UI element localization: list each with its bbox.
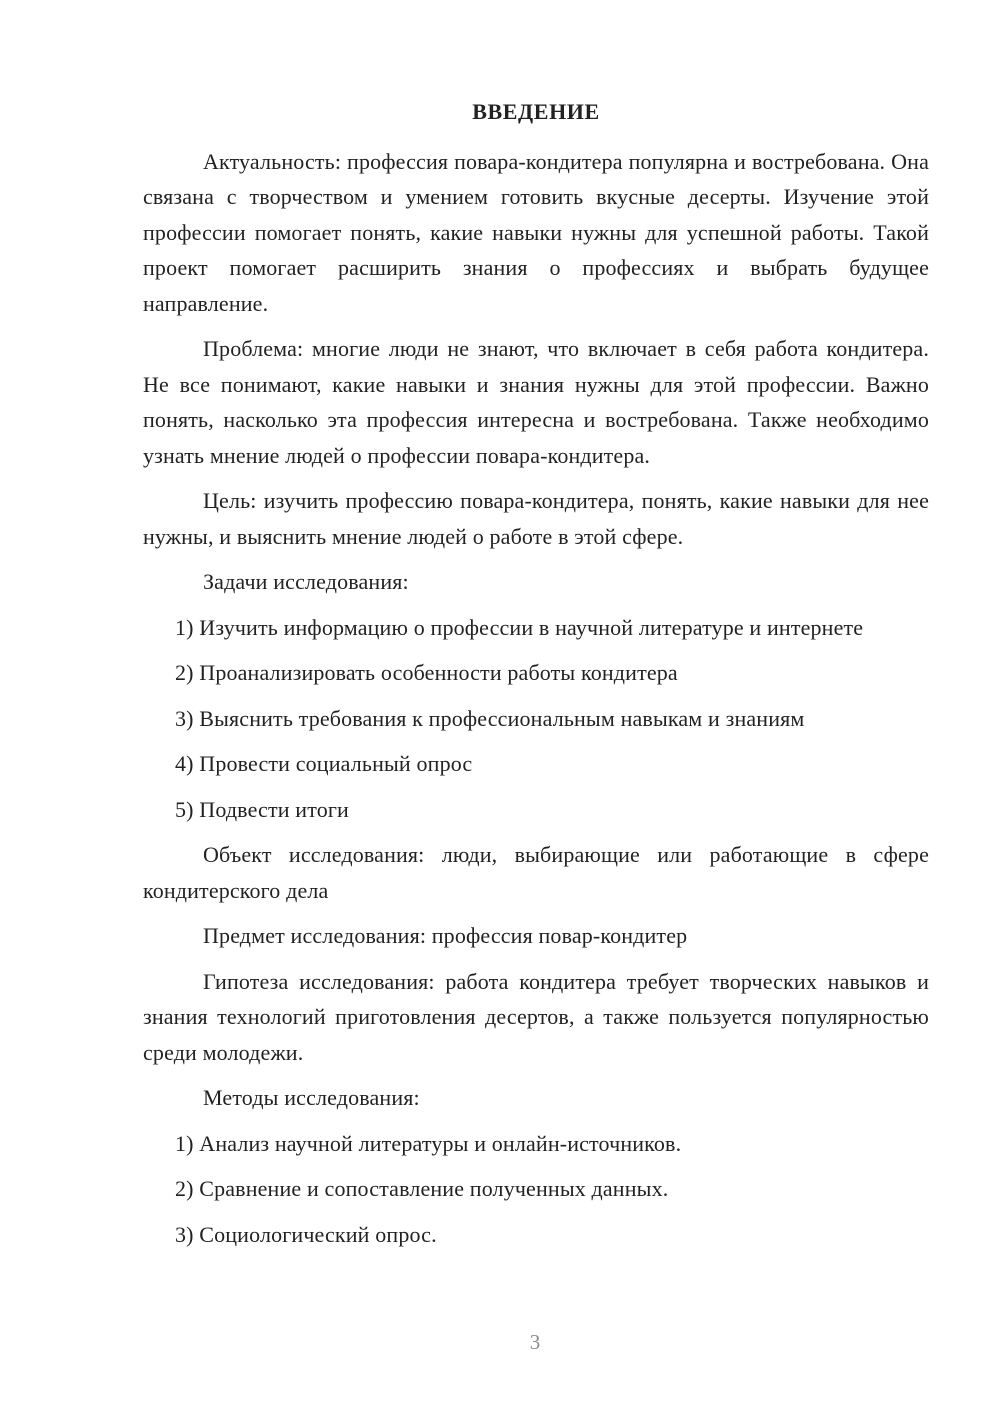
task-item: 1) Изучить информацию о профессии в научной литературе и интернете xyxy=(175,614,864,640)
subject-paragraph: Предмет исследования: профессия повар-кондитер xyxy=(203,923,688,948)
task-item: 3) Выяснить требования к профессиональным навыкам и знаниям xyxy=(175,705,805,731)
problem-paragraph: Проблема: многие люди не знают, что включает в себя работа кондитера. Не все понимают, какие навыки и знания нужны для этой профессии. Важно понять, насколько эта профессия интересна и востребована. Также необходимо узнать мнение людей о профессии повара-кондитера. xyxy=(143,336,929,468)
relevance-paragraph: Актуальность: профессия повара-кондитера популярна и востребована. Она связана с творчеством и умением готовить вкусные десерты. Изучение этой профессии помогает понять, какие навыки нужны для успешной работы. Такой проект помогает расширить знания о профессиях и выбрать будущее направление. xyxy=(143,148,929,316)
object-paragraph: Объект исследования: люди, выбирающие или работающие в сфере кондитерского дела xyxy=(143,842,929,903)
method-item: 3) Социологический опрос. xyxy=(175,1221,437,1247)
task-item: 4) Провести социальный опрос xyxy=(175,751,473,776)
method-item: 2) Сравнение и сопоставление полученных данных. xyxy=(175,1176,669,1201)
document-page xyxy=(143,94,929,1262)
methods-heading: Методы исследования: xyxy=(203,1085,420,1110)
page-title: ВВЕДЕНИЕ xyxy=(472,99,600,124)
page-number: 3 xyxy=(529,1330,541,1354)
goal-paragraph: Цель: изучить профессию повара-кондитера, понять, какие навыки для нее нужны, и выяснить мнение людей о работе в этой сфере. xyxy=(143,488,929,549)
task-item: 2) Проанализировать особенности работы кондитера xyxy=(175,660,678,685)
tasks-heading: Задачи исследования: xyxy=(203,569,409,594)
task-item: 5) Подвести итоги xyxy=(175,796,349,822)
hypothesis-paragraph: Гипотеза исследования: работа кондитера требует творческих навыков и знания технологий приготовления десертов, а также пользуется популярностью среди молодежи. xyxy=(143,968,929,1065)
method-item: 1) Анализ научной литературы и онлайн-источников. xyxy=(175,1130,682,1156)
